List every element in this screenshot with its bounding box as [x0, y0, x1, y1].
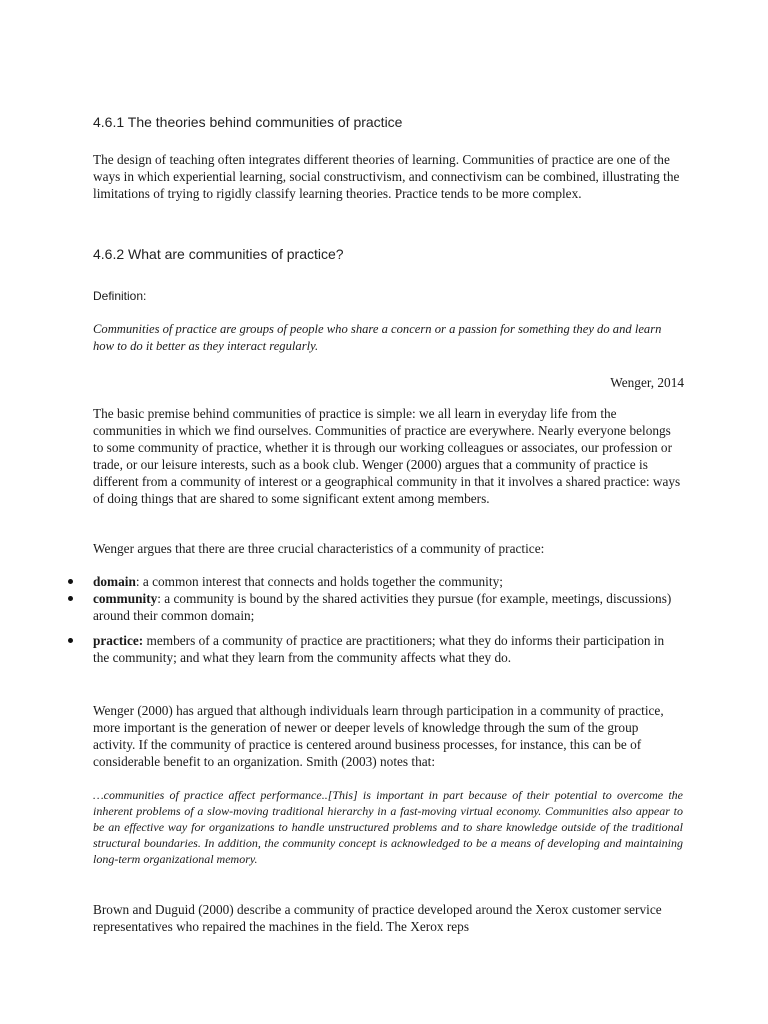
term-domain: domain — [93, 574, 136, 589]
list-item-practice — [60, 632, 683, 666]
characteristics-intro: Wenger argues that there are three crucial characteristics of a community of practice: — [93, 541, 545, 556]
xerox-paragraph: Brown and Duguid (2000) describe a community of practice developed around the Xerox customer service representatives who repaired the machines in the field. The Xerox reps — [93, 902, 662, 934]
list-item-community — [60, 590, 683, 624]
definition-text: Communities of practice are groups of people who share a concern or a passion for something they do and learn how to do it better as they interact regularly. — [93, 322, 662, 353]
text-practice: members of a community of practice are practitioners; what they do informs their participation in the community; and what they learn from the community affects what they do. — [93, 633, 665, 665]
definition-attribution: Wenger, 2014 — [610, 375, 684, 390]
term-community: community — [93, 591, 158, 606]
bullet-icon — [68, 596, 73, 601]
section-heading-4-6-1: 4.6.1 The theories behind communities of practice — [93, 114, 403, 130]
premise-paragraph: The basic premise behind communities of practice is simple: we all learn in everyday life from the communities in which we find ourselves. Communities of practice are everywhere. Nearly everyone belongs to some community of practice, whether it is through our working colleagues or associates, our profession or trade, or our leisure interests, such as a book club. Wenger (2000) argues that a community of practice is different from a community of interest or a geographical community in that it involves a shared practice: ways of doing things that are shared to some significant extent among members. — [93, 406, 681, 506]
term-practice: practice: — [93, 633, 144, 648]
text-domain: : a common interest that connects and holds together the community; — [135, 574, 503, 589]
bullet-icon — [68, 638, 73, 643]
definition-label: Definition: — [93, 289, 147, 303]
list-item-domain — [60, 573, 683, 590]
characteristics-list — [60, 573, 683, 666]
intro-paragraph: The design of teaching often integrates different theories of learning. Communities of practice are one of the ways in which experiential learning, social constructivism, and connectivism can be combined, illustrating the limitations of trying to rigidly classify learning theories. Practice tends to be more complex. — [93, 152, 680, 201]
knowledge-paragraph: Wenger (2000) has argued that although individuals learn through participation in a community of practice, more important is the generation of newer or deeper levels of knowledge through the sum of the group activity. If the community of practice is centered around business processes, for instance, this can be of considerable benefit to an organization. Smith (2003) notes that: — [93, 703, 664, 769]
bullet-icon — [68, 579, 73, 584]
text-community: : a community is bound by the shared activities they pursue (for example, meetings, discussions) around their common domain; — [93, 591, 672, 623]
block-quote: …communities of practice affect performance..[This] is important in part because of their potential to overcome the inherent problems of a slow-moving traditional hierarchy in a fast-moving virtual economy. Communities also appear to be an effective way for organizations to handle unstructured problems and to share knowledge outside of the traditional structural boundaries. In addition, the community concept is acknowledged to be a means of developing and maintaining long-term organizational memory. — [93, 788, 683, 866]
section-heading-4-6-2: 4.6.2 What are communities of practice? — [93, 246, 344, 262]
